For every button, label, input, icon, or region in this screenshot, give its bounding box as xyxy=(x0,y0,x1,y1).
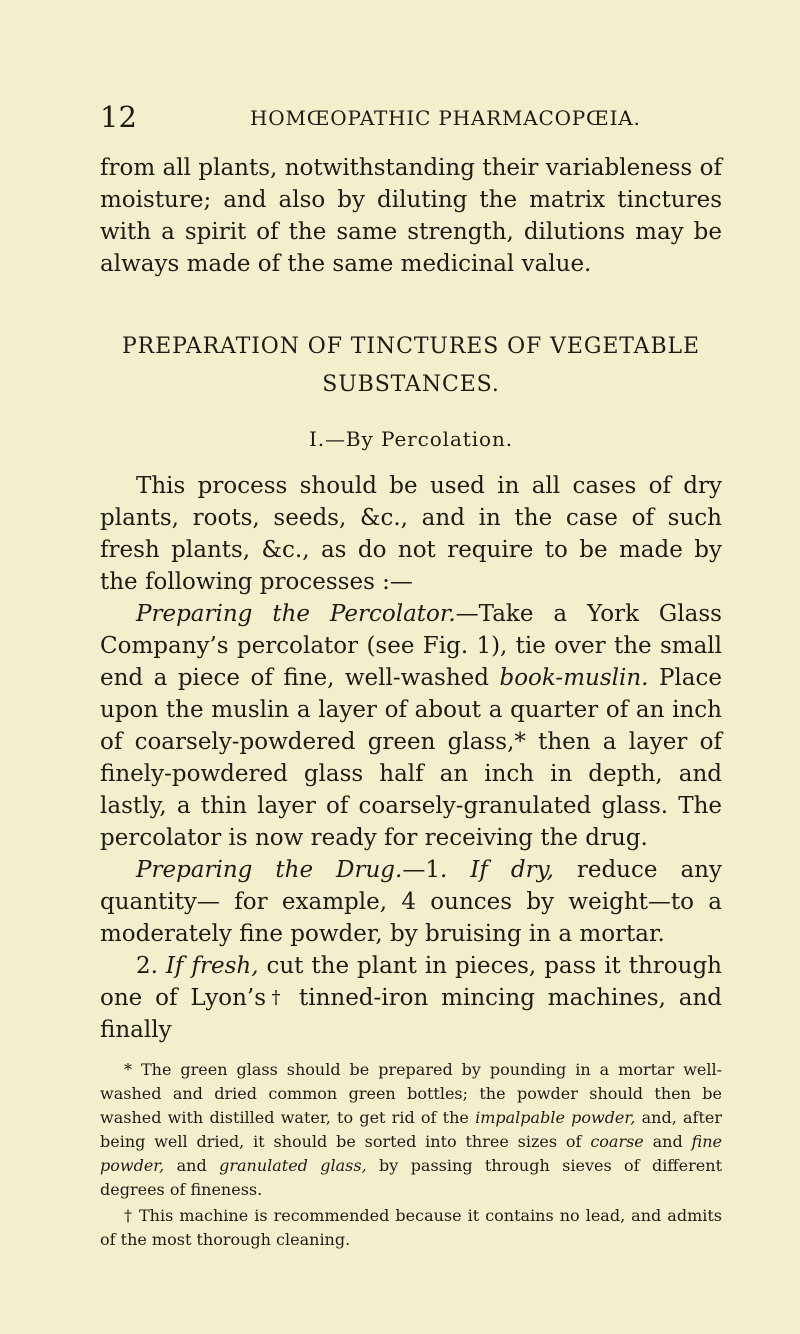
footnote-2 xyxy=(100,1204,722,1252)
process-paragraph: This process should be used in all cases of dry plants, roots, seeds, &c., and in the case of such fresh plants, &c., as do not require to be made by the following processes :— xyxy=(100,473,722,595)
section-title-line-2: SUBSTANCES. xyxy=(322,372,500,397)
drug-paragraph xyxy=(100,854,722,950)
drug-text-1: —1. xyxy=(402,857,471,883)
footnote-1-text-5: by passing through sieves of different degrees of fineness. xyxy=(100,1156,722,1199)
footnote-1 xyxy=(100,1058,722,1202)
footnote-1-emphasis-2: coarse xyxy=(590,1132,644,1151)
step-2-number: 2. xyxy=(136,953,158,979)
percolator-paragraph xyxy=(100,598,722,854)
footnote-1-emphasis-1: impalpable powder, xyxy=(475,1108,636,1127)
drug-text-2: reduce any quantity— for example, 4 ounces by weight—to a moderately fine powder, by bruising in a mortar. xyxy=(100,857,722,947)
footnote-1-text-3: and xyxy=(643,1132,692,1151)
dagger-mark: † xyxy=(266,987,287,1008)
footnote-1-mark: * xyxy=(124,1060,132,1079)
footnote-1-emphasis-4: granulated glass, xyxy=(219,1156,367,1175)
subsection-title: I.—By Percolation. xyxy=(308,427,514,451)
percolator-label: Preparing the Percolator. xyxy=(136,601,456,627)
percolator-text-1: —Take a York Glass Company’s percolator (see Fig. 1), tie over the small end a piece of fine, well-washed xyxy=(100,601,722,691)
percolator-text-2: Place upon the muslin a layer of about a quarter of an inch of coarsely-powdered green glass,* then a layer of finely-powdered glass half an inch in depth, and lastly, a thin layer of coarsely-granulated glass. The percolator is now ready for receiving the drug. xyxy=(100,665,722,851)
intro-paragraph: from all plants, notwithstanding their variableness of moisture; and also by diluting the matrix tinctures with a spirit of the same strength, dilutions may be always made of the same medicinal value. xyxy=(100,155,722,277)
section-title xyxy=(100,328,722,404)
footnote-1-text-2: and, after being well dried, it should be sorted into three sizes of xyxy=(100,1108,723,1151)
footnote-1-text-1: The green glass should be prepared by pounding in a mortar well-washed and dried common green bottles; the powder should then be washed with distilled water, to get rid of the xyxy=(100,1060,722,1127)
footnote-2-mark: † xyxy=(124,1206,133,1225)
drug-emphasis: If dry, xyxy=(470,857,554,883)
drug-label: Preparing the Drug. xyxy=(136,857,403,883)
footnotes xyxy=(100,1058,722,1252)
footnote-1-text-4: and xyxy=(164,1156,220,1175)
footnote-1-emphasis-3: fine powder, xyxy=(100,1132,722,1175)
header-title: HOMŒOPATHIC PHARMACOPŒIA. xyxy=(250,106,641,130)
footnote-2-text: This machine is recommended because it contains no lead, and admits of the most thorough cleaning. xyxy=(100,1206,723,1249)
percolator-emphasis: book-muslin. xyxy=(499,665,649,691)
page-number: 12 xyxy=(100,100,137,134)
step-2-text-1: cut the plant in pieces, pass it through one of Lyon’s xyxy=(100,953,722,1011)
step-2-paragraph xyxy=(100,950,722,1046)
step-2-emphasis: If fresh, xyxy=(165,953,259,979)
section-title-line-1: PREPARATION OF TINCTURES OF VEGETABLE xyxy=(121,334,700,359)
page-body xyxy=(100,152,722,1252)
running-head xyxy=(100,100,720,134)
step-2-text-2: tinned-iron mincing machines, and finally xyxy=(100,985,723,1043)
